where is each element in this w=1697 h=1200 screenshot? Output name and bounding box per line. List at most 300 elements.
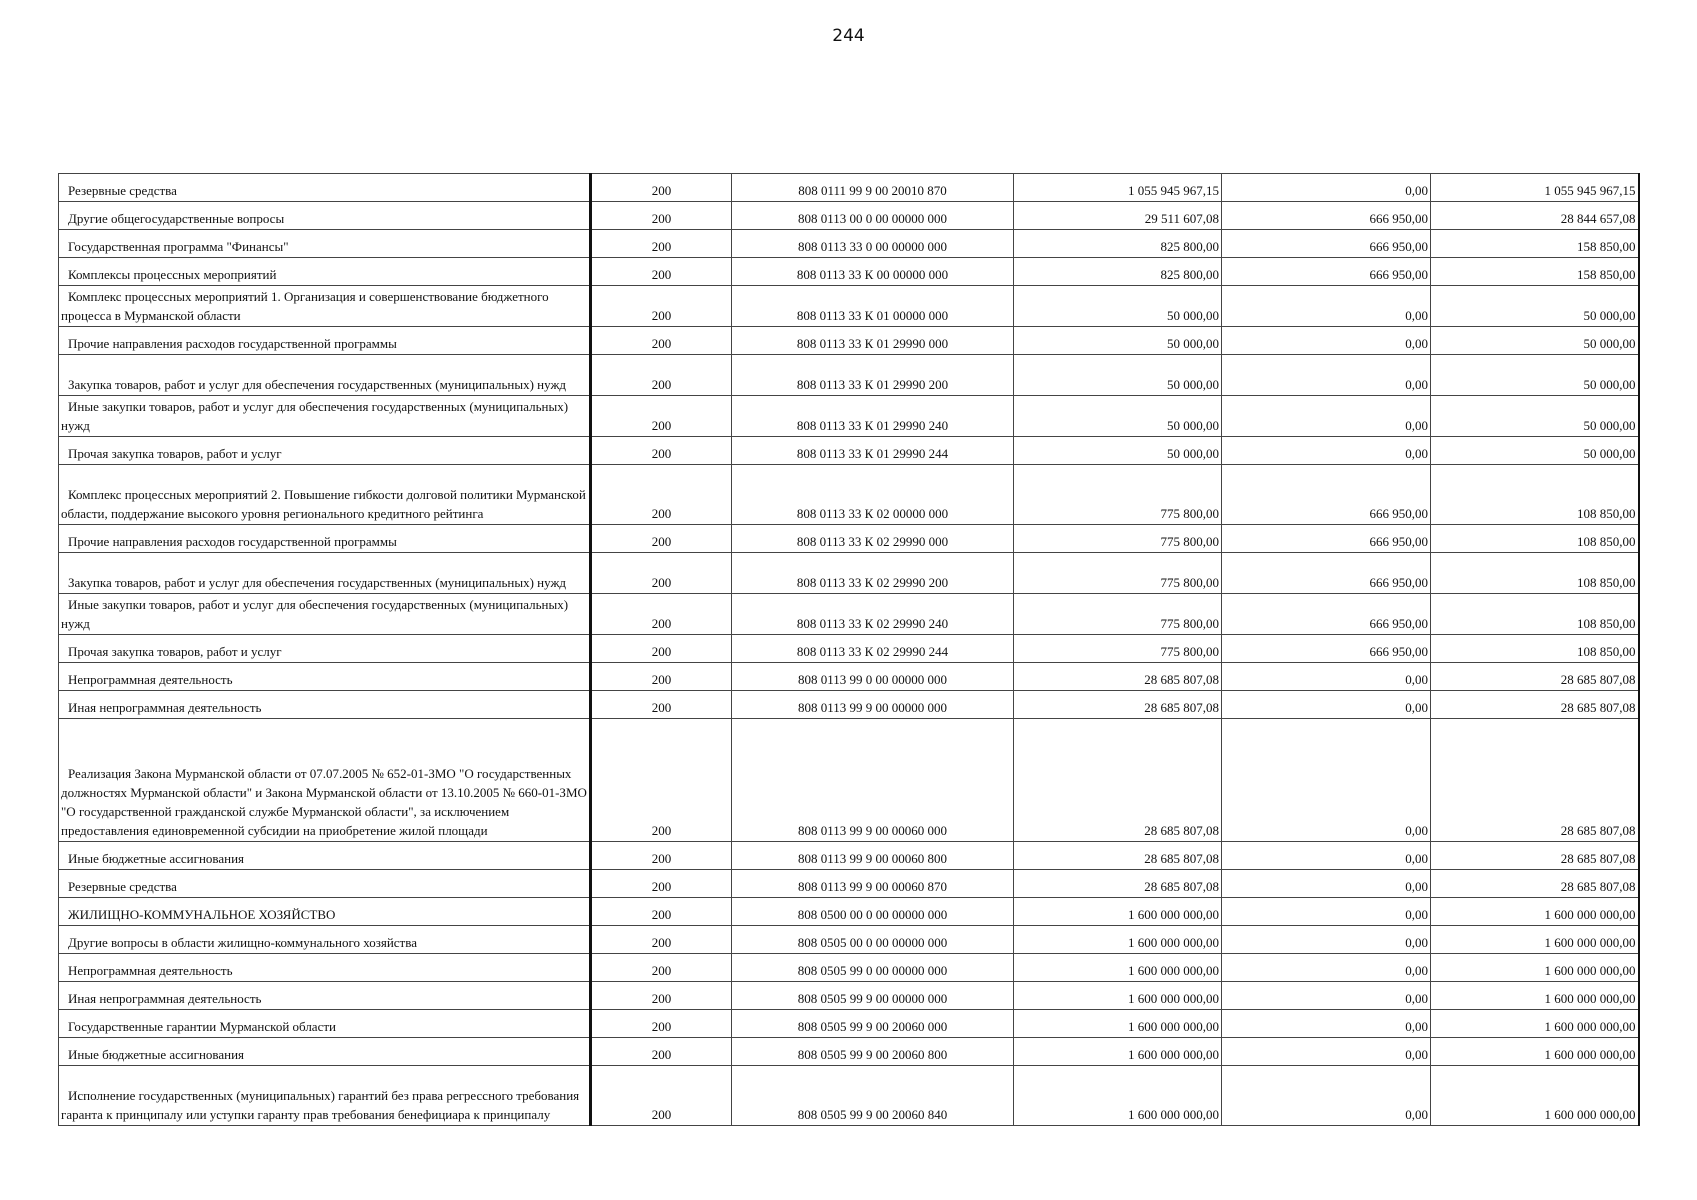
row-value2-cell xyxy=(1222,842,1431,870)
row-value3-cell xyxy=(1431,954,1639,982)
row-code-cell xyxy=(591,465,732,525)
row-name-cell xyxy=(59,982,591,1010)
row-name-text: Резервные средства xyxy=(68,183,177,198)
row-value2-text: 666 950,00 xyxy=(1369,506,1428,521)
row-code-cell xyxy=(591,553,732,594)
row-name-text: Закупка товаров, работ и услуг для обеспечения государственных (муниципальных) нужд xyxy=(68,575,567,590)
row-value3-text: 1 600 000 000,00 xyxy=(1544,935,1636,950)
row-value2-text: 666 950,00 xyxy=(1369,644,1428,659)
row-name-cell xyxy=(59,926,591,954)
row-value2-text: 666 950,00 xyxy=(1369,534,1428,549)
row-value3-cell xyxy=(1431,870,1639,898)
row-kbk-cell xyxy=(732,202,1014,230)
row-value1-cell xyxy=(1014,1066,1222,1126)
row-code-text: 200 xyxy=(651,1019,672,1034)
row-kbk-text: 808 0505 99 9 00 20060 800 xyxy=(797,1047,948,1062)
row-value2-cell xyxy=(1222,663,1431,691)
table-row xyxy=(59,1066,1639,1126)
row-value3-text: 28 685 807,08 xyxy=(1560,700,1636,715)
row-value1-text: 1 055 945 967,15 xyxy=(1128,183,1219,198)
row-value2-text: 0,00 xyxy=(1405,377,1428,392)
row-kbk-cell xyxy=(732,842,1014,870)
row-name-text: Комплекс процессных мероприятий 1. Организация и совершенствование бюджетного процесса в Мурманской области xyxy=(61,289,549,323)
row-code-cell xyxy=(591,1066,732,1126)
row-name-cell xyxy=(59,465,591,525)
row-value3-text: 28 685 807,08 xyxy=(1560,879,1636,894)
budget-table xyxy=(58,173,1640,1126)
row-kbk-text: 808 0113 33 0 00 00000 000 xyxy=(797,239,948,254)
row-value1-cell xyxy=(1014,594,1222,635)
row-kbk-cell xyxy=(732,954,1014,982)
row-value2-cell xyxy=(1222,691,1431,719)
row-value2-cell xyxy=(1222,982,1431,1010)
row-kbk-text: 808 0113 33 К 01 29990 000 xyxy=(796,336,949,351)
row-name-cell xyxy=(59,553,591,594)
row-code-text: 200 xyxy=(651,823,672,838)
row-value3-text: 108 850,00 xyxy=(1577,644,1636,659)
row-value2-text: 0,00 xyxy=(1405,308,1428,323)
row-code-text: 200 xyxy=(651,267,672,282)
row-name-cell xyxy=(59,691,591,719)
row-value1-cell xyxy=(1014,355,1222,396)
row-name-text: Комплексы процессных мероприятий xyxy=(68,267,277,282)
row-name-text: Иные закупки товаров, работ и услуг для обеспечения государственных (муниципальных) нужд xyxy=(61,399,569,433)
row-value3-cell xyxy=(1431,396,1639,437)
row-kbk-text: 808 0113 99 9 00 00060 870 xyxy=(797,879,948,894)
row-value3-text: 1 600 000 000,00 xyxy=(1544,907,1636,922)
row-code-cell xyxy=(591,719,732,842)
row-code-text: 200 xyxy=(651,336,672,351)
row-kbk-text: 808 0505 99 9 00 00000 000 xyxy=(797,991,948,1006)
row-value2-cell xyxy=(1222,230,1431,258)
row-value1-text: 28 685 807,08 xyxy=(1144,851,1219,866)
row-value2-text: 0,00 xyxy=(1405,879,1428,894)
row-value2-text: 0,00 xyxy=(1405,446,1428,461)
row-value1-text: 1 600 000 000,00 xyxy=(1128,1047,1219,1062)
row-code-text: 200 xyxy=(651,935,672,950)
row-code-cell xyxy=(591,1038,732,1066)
row-value1-cell xyxy=(1014,202,1222,230)
row-code-cell xyxy=(591,594,732,635)
row-name-text: Прочие направления расходов государственной программы xyxy=(68,336,397,351)
row-value3-text: 28 685 807,08 xyxy=(1560,672,1636,687)
row-value1-text: 775 800,00 xyxy=(1160,534,1219,549)
table-row xyxy=(59,525,1639,553)
row-value2-cell xyxy=(1222,327,1431,355)
row-value3-cell xyxy=(1431,1010,1639,1038)
row-name-text: Иная непрограммная деятельность xyxy=(68,991,262,1006)
row-code-text: 200 xyxy=(651,1047,672,1062)
row-value3-cell xyxy=(1431,437,1639,465)
row-value3-text: 28 685 807,08 xyxy=(1560,851,1636,866)
row-value1-text: 50 000,00 xyxy=(1167,308,1219,323)
row-code-text: 200 xyxy=(651,672,672,687)
row-kbk-cell xyxy=(732,926,1014,954)
row-code-text: 200 xyxy=(651,644,672,659)
row-value1-text: 29 511 607,08 xyxy=(1144,211,1219,226)
row-value2-text: 0,00 xyxy=(1405,1107,1428,1122)
row-kbk-cell xyxy=(732,174,1014,202)
row-name-cell xyxy=(59,898,591,926)
row-kbk-cell xyxy=(732,635,1014,663)
row-value2-cell xyxy=(1222,396,1431,437)
row-value1-cell xyxy=(1014,719,1222,842)
row-code-cell xyxy=(591,437,732,465)
table-row xyxy=(59,230,1639,258)
row-name-cell xyxy=(59,842,591,870)
row-kbk-text: 808 0113 33 К 02 29990 244 xyxy=(796,644,949,659)
table-row xyxy=(59,898,1639,926)
row-name-text: Государственная программа "Финансы" xyxy=(68,239,289,254)
row-value1-cell xyxy=(1014,982,1222,1010)
table-row xyxy=(59,465,1639,525)
row-value3-text: 50 000,00 xyxy=(1583,446,1636,461)
row-name-text: Прочие направления расходов государственной программы xyxy=(68,534,397,549)
row-name-text: Исполнение государственных (муниципальных) гарантий без права регрессного требования гаранта к принципалу или уступки гаранту прав требования бенефициара к принципалу xyxy=(61,1088,580,1122)
row-value1-text: 825 800,00 xyxy=(1160,267,1219,282)
row-code-text: 200 xyxy=(651,377,672,392)
row-code-cell xyxy=(591,954,732,982)
table-row xyxy=(59,842,1639,870)
row-name-text: Закупка товаров, работ и услуг для обеспечения государственных (муниципальных) нужд xyxy=(68,377,567,392)
row-value2-cell xyxy=(1222,553,1431,594)
row-code-cell xyxy=(591,635,732,663)
row-value3-text: 1 600 000 000,00 xyxy=(1544,1047,1636,1062)
row-value1-cell xyxy=(1014,230,1222,258)
row-name-text: Иные бюджетные ассигнования xyxy=(68,1047,245,1062)
row-name-cell xyxy=(59,355,591,396)
row-kbk-text: 808 0505 00 0 00 00000 000 xyxy=(797,935,948,950)
table-row xyxy=(59,286,1639,327)
row-value2-text: 0,00 xyxy=(1405,700,1428,715)
row-code-text: 200 xyxy=(651,308,672,323)
row-name-cell xyxy=(59,719,591,842)
row-name-cell xyxy=(59,174,591,202)
row-kbk-cell xyxy=(732,982,1014,1010)
page-number: 244 xyxy=(832,26,865,46)
row-value3-text: 1 600 000 000,00 xyxy=(1544,963,1636,978)
row-value3-text: 28 685 807,08 xyxy=(1560,823,1636,838)
row-value1-text: 775 800,00 xyxy=(1160,506,1219,521)
row-value2-cell xyxy=(1222,719,1431,842)
table-row xyxy=(59,1010,1639,1038)
row-kbk-text: 808 0113 99 9 00 00060 800 xyxy=(797,851,948,866)
row-value3-text: 50 000,00 xyxy=(1583,377,1636,392)
row-code-text: 200 xyxy=(651,446,672,461)
row-kbk-cell xyxy=(732,396,1014,437)
row-value3-text: 1 600 000 000,00 xyxy=(1544,991,1636,1006)
row-kbk-cell xyxy=(732,1066,1014,1126)
row-kbk-cell xyxy=(732,898,1014,926)
row-kbk-text: 808 0505 99 9 00 20060 840 xyxy=(797,1107,948,1122)
row-value1-text: 1 600 000 000,00 xyxy=(1128,1107,1219,1122)
row-kbk-cell xyxy=(732,355,1014,396)
row-name-cell xyxy=(59,230,591,258)
row-value2-cell xyxy=(1222,594,1431,635)
row-kbk-cell xyxy=(732,230,1014,258)
table-row xyxy=(59,663,1639,691)
row-kbk-text: 808 0113 99 0 00 00000 000 xyxy=(797,672,948,687)
row-kbk-text: 808 0111 99 9 00 20010 870 xyxy=(798,183,947,198)
row-value3-cell xyxy=(1431,286,1639,327)
table-row xyxy=(59,355,1639,396)
row-value1-cell xyxy=(1014,954,1222,982)
row-name-text: Государственные гарантии Мурманской области xyxy=(68,1019,336,1034)
row-kbk-cell xyxy=(732,525,1014,553)
row-code-text: 200 xyxy=(651,418,672,433)
row-value2-text: 0,00 xyxy=(1405,336,1428,351)
row-value2-text: 0,00 xyxy=(1405,418,1428,433)
row-value1-text: 28 685 807,08 xyxy=(1144,700,1219,715)
row-name-text: Прочая закупка товаров, работ и услуг xyxy=(68,644,282,659)
row-kbk-text: 808 0113 33 К 02 29990 000 xyxy=(796,534,949,549)
row-code-cell xyxy=(591,525,732,553)
row-name-text: Другие вопросы в области жилищно-коммунального хозяйства xyxy=(68,935,417,950)
row-value1-text: 1 600 000 000,00 xyxy=(1128,963,1219,978)
row-value3-text: 108 850,00 xyxy=(1577,506,1636,521)
row-value3-text: 158 850,00 xyxy=(1577,267,1636,282)
row-value2-cell xyxy=(1222,437,1431,465)
row-value2-text: 666 950,00 xyxy=(1369,211,1428,226)
row-value1-text: 50 000,00 xyxy=(1167,377,1219,392)
row-name-cell xyxy=(59,258,591,286)
row-name-cell xyxy=(59,396,591,437)
row-code-cell xyxy=(591,870,732,898)
row-value3-cell xyxy=(1431,174,1639,202)
row-kbk-text: 808 0505 99 9 00 20060 000 xyxy=(797,1019,948,1034)
row-name-text: Иные закупки товаров, работ и услуг для обеспечения государственных (муниципальных) нужд xyxy=(61,597,569,631)
table-row xyxy=(59,202,1639,230)
row-value1-cell xyxy=(1014,286,1222,327)
row-value2-text: 0,00 xyxy=(1405,935,1428,950)
row-name-cell xyxy=(59,870,591,898)
row-value1-cell xyxy=(1014,553,1222,594)
row-kbk-text: 808 0113 00 0 00 00000 000 xyxy=(797,211,948,226)
row-code-cell xyxy=(591,396,732,437)
row-kbk-text: 808 0113 33 К 01 29990 240 xyxy=(796,418,949,433)
row-code-cell xyxy=(591,842,732,870)
row-value3-cell xyxy=(1431,898,1639,926)
row-code-cell xyxy=(591,663,732,691)
row-kbk-cell xyxy=(732,663,1014,691)
row-kbk-cell xyxy=(732,1038,1014,1066)
row-value3-cell xyxy=(1431,465,1639,525)
table-row xyxy=(59,327,1639,355)
row-value3-cell xyxy=(1431,230,1639,258)
row-value3-cell xyxy=(1431,635,1639,663)
row-value3-cell xyxy=(1431,327,1639,355)
row-name-text: Комплекс процессных мероприятий 2. Повышение гибкости долговой политики Мурманской области, поддержание высокого уровня регионального кредитного рейтинга xyxy=(61,487,586,521)
row-value1-text: 28 685 807,08 xyxy=(1144,823,1219,838)
table-row xyxy=(59,870,1639,898)
row-code-cell xyxy=(591,258,732,286)
row-value1-cell xyxy=(1014,1010,1222,1038)
row-value2-text: 666 950,00 xyxy=(1369,267,1428,282)
row-kbk-cell xyxy=(732,258,1014,286)
row-name-cell xyxy=(59,1038,591,1066)
table-row xyxy=(59,926,1639,954)
row-value1-text: 28 685 807,08 xyxy=(1144,672,1219,687)
row-value2-text: 0,00 xyxy=(1405,907,1428,922)
row-kbk-text: 808 0113 33 К 01 29990 200 xyxy=(796,377,949,392)
row-kbk-text: 808 0500 00 0 00 00000 000 xyxy=(797,907,948,922)
row-name-cell xyxy=(59,1010,591,1038)
row-kbk-cell xyxy=(732,719,1014,842)
row-name-cell xyxy=(59,327,591,355)
row-kbk-text: 808 0113 99 9 00 00060 000 xyxy=(797,823,948,838)
row-code-text: 200 xyxy=(651,575,672,590)
row-value3-text: 158 850,00 xyxy=(1577,239,1636,254)
row-kbk-cell xyxy=(732,691,1014,719)
row-value1-text: 825 800,00 xyxy=(1160,239,1219,254)
row-value1-text: 50 000,00 xyxy=(1167,446,1219,461)
row-kbk-text: 808 0113 33 К 01 29990 244 xyxy=(796,446,949,461)
row-code-text: 200 xyxy=(651,907,672,922)
row-value1-text: 1 600 000 000,00 xyxy=(1128,935,1219,950)
row-value2-cell xyxy=(1222,202,1431,230)
row-value2-cell xyxy=(1222,898,1431,926)
row-name-cell xyxy=(59,663,591,691)
row-value1-text: 1 600 000 000,00 xyxy=(1128,907,1219,922)
row-code-text: 200 xyxy=(651,534,672,549)
row-value1-text: 775 800,00 xyxy=(1160,644,1219,659)
row-value3-text: 108 850,00 xyxy=(1577,616,1636,631)
row-value2-cell xyxy=(1222,954,1431,982)
row-value2-text: 0,00 xyxy=(1405,1047,1428,1062)
table-row xyxy=(59,691,1639,719)
row-code-cell xyxy=(591,286,732,327)
row-value2-text: 0,00 xyxy=(1405,672,1428,687)
row-value1-text: 28 685 807,08 xyxy=(1144,879,1219,894)
row-value3-cell xyxy=(1431,1038,1639,1066)
row-code-cell xyxy=(591,898,732,926)
row-value3-text: 108 850,00 xyxy=(1577,534,1636,549)
row-kbk-text: 808 0113 33 К 02 00000 000 xyxy=(796,506,949,521)
row-code-text: 200 xyxy=(651,991,672,1006)
row-value1-text: 50 000,00 xyxy=(1167,336,1219,351)
row-value1-cell xyxy=(1014,1038,1222,1066)
row-value3-cell xyxy=(1431,663,1639,691)
row-kbk-text: 808 0505 99 0 00 00000 000 xyxy=(797,963,948,978)
row-code-text: 200 xyxy=(651,506,672,521)
row-value2-cell xyxy=(1222,635,1431,663)
row-value1-text: 1 600 000 000,00 xyxy=(1128,1019,1219,1034)
row-name-cell xyxy=(59,954,591,982)
row-value3-cell xyxy=(1431,553,1639,594)
row-name-cell xyxy=(59,437,591,465)
row-value3-cell xyxy=(1431,691,1639,719)
row-code-cell xyxy=(591,1010,732,1038)
row-value1-cell xyxy=(1014,926,1222,954)
row-value3-cell xyxy=(1431,982,1639,1010)
row-code-text: 200 xyxy=(651,851,672,866)
row-value3-cell xyxy=(1431,719,1639,842)
row-value2-cell xyxy=(1222,870,1431,898)
row-code-text: 200 xyxy=(651,211,672,226)
row-name-cell xyxy=(59,286,591,327)
row-value1-text: 1 600 000 000,00 xyxy=(1128,991,1219,1006)
row-name-text: Непрограммная деятельность xyxy=(68,963,233,978)
row-name-text: Резервные средства xyxy=(68,879,177,894)
row-value2-text: 0,00 xyxy=(1405,851,1428,866)
row-value2-text: 0,00 xyxy=(1405,963,1428,978)
row-name-cell xyxy=(59,525,591,553)
table-row xyxy=(59,437,1639,465)
row-value1-text: 50 000,00 xyxy=(1167,418,1219,433)
table-row xyxy=(59,553,1639,594)
row-code-cell xyxy=(591,230,732,258)
row-value1-cell xyxy=(1014,174,1222,202)
table-row xyxy=(59,594,1639,635)
row-value3-cell xyxy=(1431,1066,1639,1126)
row-value1-cell xyxy=(1014,327,1222,355)
row-name-text: Непрограммная деятельность xyxy=(68,672,233,687)
row-name-cell xyxy=(59,1066,591,1126)
row-name-text: Прочая закупка товаров, работ и услуг xyxy=(68,446,282,461)
table-row xyxy=(59,1038,1639,1066)
row-name-cell xyxy=(59,202,591,230)
row-value3-text: 50 000,00 xyxy=(1583,418,1636,433)
row-kbk-cell xyxy=(732,437,1014,465)
row-code-text: 200 xyxy=(651,700,672,715)
row-name-text: Реализация Закона Мурманской области от 07.07.2005 № 652-01-ЗМО "О государственных должностях Мурманской области" и Закона Мурманской области от 13.10.2005 № 660-01-ЗМО "О государственной гражданской службе Мурманской области", за исключением предоставления единовременной субсидии на приобретение жилой площади xyxy=(61,766,587,838)
row-code-cell xyxy=(591,982,732,1010)
row-value1-cell xyxy=(1014,437,1222,465)
row-code-text: 200 xyxy=(651,239,672,254)
row-code-cell xyxy=(591,174,732,202)
row-kbk-cell xyxy=(732,594,1014,635)
table-row xyxy=(59,635,1639,663)
row-value2-text: 666 950,00 xyxy=(1369,616,1428,631)
row-kbk-cell xyxy=(732,327,1014,355)
row-code-cell xyxy=(591,926,732,954)
row-value2-cell xyxy=(1222,525,1431,553)
row-value3-cell xyxy=(1431,842,1639,870)
row-value2-cell xyxy=(1222,1038,1431,1066)
table-row xyxy=(59,174,1639,202)
row-value2-text: 666 950,00 xyxy=(1369,239,1428,254)
row-value1-cell xyxy=(1014,635,1222,663)
row-kbk-cell xyxy=(732,553,1014,594)
row-name-cell xyxy=(59,635,591,663)
row-value3-cell xyxy=(1431,258,1639,286)
row-code-cell xyxy=(591,355,732,396)
row-value3-text: 1 600 000 000,00 xyxy=(1544,1019,1636,1034)
row-value2-text: 0,00 xyxy=(1405,1019,1428,1034)
row-value1-cell xyxy=(1014,396,1222,437)
row-kbk-cell xyxy=(732,465,1014,525)
row-name-text: Иная непрограммная деятельность xyxy=(68,700,262,715)
row-kbk-text: 808 0113 33 К 00 00000 000 xyxy=(796,267,949,282)
row-value1-cell xyxy=(1014,898,1222,926)
row-kbk-cell xyxy=(732,1010,1014,1038)
row-value2-cell xyxy=(1222,465,1431,525)
row-value2-text: 0,00 xyxy=(1405,991,1428,1006)
row-value3-text: 1 055 945 967,15 xyxy=(1544,183,1636,198)
row-value3-text: 50 000,00 xyxy=(1583,308,1636,323)
row-kbk-text: 808 0113 33 К 02 29990 240 xyxy=(796,616,949,631)
row-value2-cell xyxy=(1222,174,1431,202)
row-value3-text: 1 600 000 000,00 xyxy=(1544,1107,1636,1122)
row-value2-cell xyxy=(1222,355,1431,396)
row-value2-cell xyxy=(1222,1010,1431,1038)
row-code-text: 200 xyxy=(651,183,672,198)
table-row xyxy=(59,954,1639,982)
table-row xyxy=(59,719,1639,842)
row-name-cell xyxy=(59,594,591,635)
row-kbk-text: 808 0113 33 К 01 00000 000 xyxy=(796,308,949,323)
row-value2-cell xyxy=(1222,258,1431,286)
